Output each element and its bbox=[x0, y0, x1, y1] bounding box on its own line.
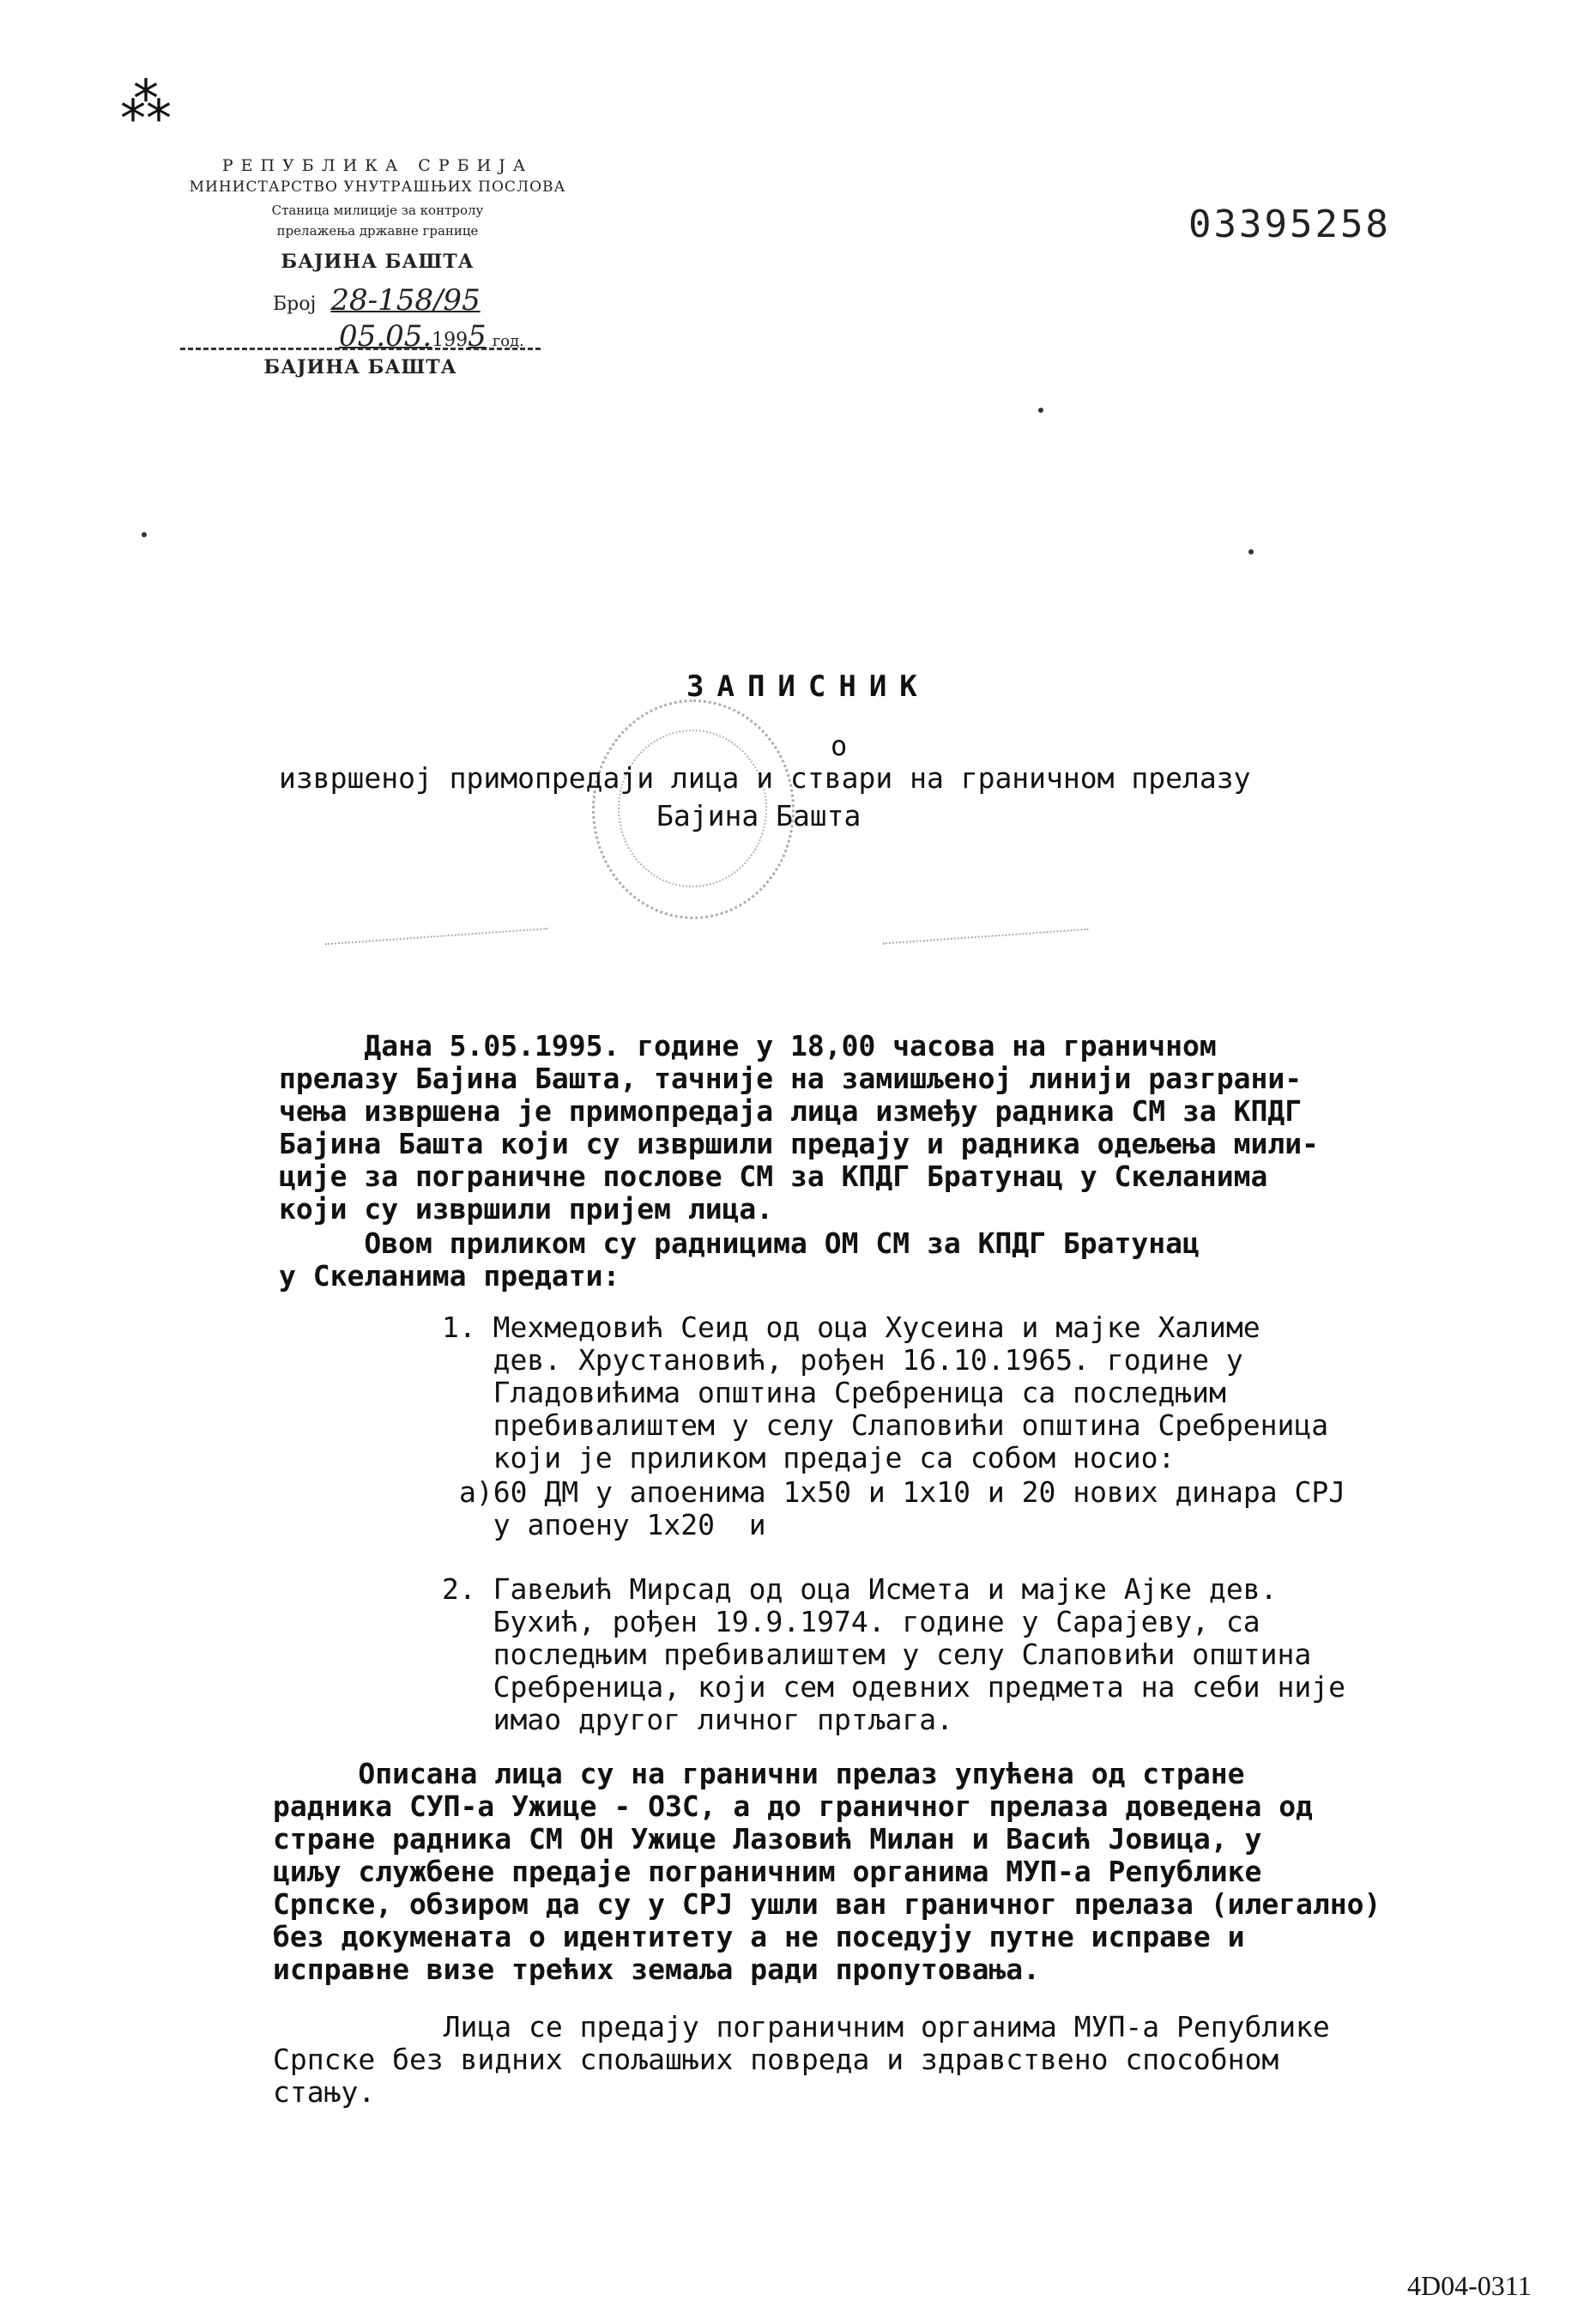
footer-code: 4D04-0311 bbox=[1407, 2270, 1532, 2301]
text-line: пребивалиштем у селу Слаповићи општина Сребреница bbox=[442, 1408, 1329, 1442]
header-station-line1: Станица милиције за контролу bbox=[271, 203, 484, 218]
date-value: 05.05. bbox=[339, 319, 432, 354]
document-number: 03395258 bbox=[1188, 203, 1391, 246]
text-line: у Скеланима предати: bbox=[279, 1259, 620, 1293]
text-line: радника СУП-а Ужице - ОЗС, а до граничног прелаза доведена од bbox=[273, 1789, 1313, 1823]
header-station-line2: прелажења државне границе bbox=[276, 223, 479, 239]
subtitle-line1: извршеној примопредаји лица и ствари на граничном прелазу bbox=[279, 761, 1251, 795]
number-value: 28-158/95 bbox=[330, 283, 481, 318]
text-line: стању. bbox=[273, 2075, 376, 2109]
faint-signature bbox=[883, 929, 1091, 979]
scan-speck bbox=[1038, 408, 1043, 413]
year-label: год. bbox=[492, 332, 524, 350]
text-line: дев. Хрустановић, рођен 16.10.1965. године у bbox=[442, 1343, 1243, 1377]
text-line: Гладовићима општина Сребреница са последњим bbox=[442, 1376, 1226, 1409]
scan-speck bbox=[142, 532, 147, 537]
year-suffix: 5 bbox=[468, 319, 487, 354]
text-line: Српске без видних спољашњих повреда и здравствено способном bbox=[273, 2043, 1279, 2076]
text-line: стране радника СМ ОН Ужице Лазовић Милан и Васић Јовица, у bbox=[273, 1822, 1262, 1856]
paragraph-condition bbox=[273, 1978, 1330, 2141]
header-ministry: МИНИСТАРСТВО УНУТРАШЊИХ ПОСЛОВА bbox=[189, 179, 566, 196]
text-line: који је приликом предаје са собом носио: bbox=[442, 1441, 1176, 1474]
text-line: циљу службене предаје пограничним органима МУП-а Републике bbox=[273, 1855, 1262, 1888]
text-line: 2. Гавељић Мирсад од оца Исмета и мајке Ајке дев. bbox=[442, 1572, 1278, 1606]
faint-signature bbox=[325, 928, 550, 979]
document-title: ЗАПИСНИК bbox=[686, 669, 930, 704]
text-line: Описана лица су на гранични прелаз упућена од стране bbox=[273, 1757, 1245, 1790]
text-line: исправне визе трећих земаља ради пропутовања. bbox=[273, 1953, 1041, 1986]
text-line: прелазу Бајина Башта, тачније на замишљеној линији разграни- bbox=[279, 1062, 1303, 1095]
number-label: Број bbox=[273, 294, 317, 315]
text-line: 1. Мехмедовић Сеид од оца Хусеина и мајке Халиме bbox=[442, 1311, 1260, 1344]
date-row bbox=[339, 319, 524, 354]
paragraph-description bbox=[273, 1725, 1381, 2019]
reference-number-row bbox=[273, 283, 481, 318]
text-line: чења извршена је примопредаја лица између радника СМ за КПДГ bbox=[279, 1094, 1303, 1128]
text-line: Бајина Башта који су извршили предају и радника одељења мили- bbox=[279, 1127, 1319, 1160]
text-line: који су извршили пријем лица. bbox=[279, 1192, 774, 1226]
text-line: имао другог личног пртљага. bbox=[442, 1703, 954, 1736]
text-line: Српске, обзиром да су у СРЈ ушли ван граничног прелаза (илегално) bbox=[273, 1887, 1381, 1921]
text-line: Сребреница, који сем одевних предмета на себи није bbox=[442, 1670, 1345, 1704]
text-line: Дана 5.05.1995. године у 18,00 часова на граничном bbox=[279, 1029, 1217, 1063]
corner-scribble-icon: ⁂ bbox=[120, 73, 172, 133]
header-republic: РЕПУБЛИКА СРБИЈА bbox=[221, 156, 534, 175]
document-subtitle bbox=[279, 760, 1429, 835]
subtitle-line2: Бајина Башта bbox=[656, 799, 861, 833]
header-place: БАЈИНА БАШТА bbox=[281, 251, 475, 273]
title-o: о bbox=[831, 730, 848, 762]
text-line: у апоену 1x20 и bbox=[459, 1508, 766, 1541]
text-line: без докумената о идентитету а не поседују путне исправе и bbox=[273, 1920, 1245, 1953]
header-place-bottom: БАЈИНА БАШТА bbox=[263, 356, 457, 378]
text-line: ције за пограничне послове СМ за КПДГ Братунац у Скеланима bbox=[279, 1160, 1268, 1193]
scan-speck bbox=[1248, 549, 1254, 554]
text-line: Лица се предају пограничним органима МУП-а Републике bbox=[273, 2010, 1330, 2044]
text-line: Бухић, рођен 19.9.1974. године у Сарајеву, са bbox=[442, 1605, 1260, 1638]
year-prefix: 199 bbox=[432, 330, 469, 351]
text-line: последњим пребивалиштем у селу Слаповићи општина bbox=[442, 1638, 1312, 1671]
text-line: а)60 ДМ у апоенима 1x50 и 1x10 и 20 нових динара СРЈ bbox=[459, 1475, 1346, 1509]
text-line: Овом приликом су радницима ОМ СМ за КПДГ Братунац bbox=[279, 1226, 1200, 1260]
